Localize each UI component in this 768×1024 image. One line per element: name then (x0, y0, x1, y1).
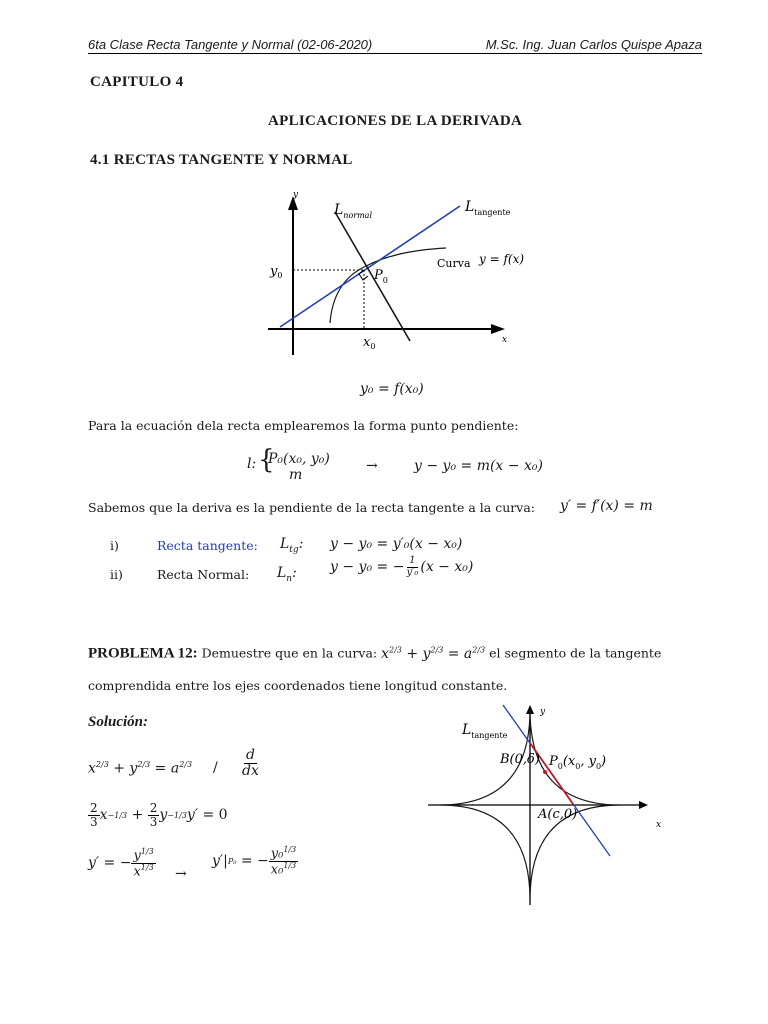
point-p0 (543, 770, 547, 774)
eq-line-point: P₀(x₀, y₀) (268, 451, 330, 467)
y-axis-label: y (540, 707, 546, 717)
astroid-figure (420, 700, 680, 910)
section-heading: 4.1 RECTAS TANGENTE Y NORMAL (90, 152, 353, 168)
derivation-slash: / (213, 760, 218, 776)
derivation-eq3: y′ = − $\frac{y^{1/3}}{x^{1/3}}$ (88, 847, 154, 880)
problem-text-3: comprendida entre los ejes coordenados tiene longitud constante. (88, 678, 508, 693)
eq-line-rhs: y − y₀ = m(x − x₀) (414, 458, 543, 474)
y0-label: $y_0$ (270, 264, 283, 280)
paragraph-point-slope: Para la ecuación dela recta emplearemos la forma punto pendiente: (88, 418, 519, 433)
item-number-i: i) (110, 538, 119, 553)
header-rule (88, 53, 702, 54)
item-eq-normal: y − y₀ = − $\frac{1}{\text{y′₀}}$ (x − x₀) (330, 555, 474, 578)
x0-label: $x_0$ (363, 335, 376, 351)
item-number-ii: ii) (110, 567, 123, 582)
item-name-normal: $L_n$: (277, 565, 297, 584)
eq-y0: y₀ = f(x₀) (360, 381, 424, 397)
chapter-heading: CAPITULO 4 (90, 74, 184, 90)
problem-12 (88, 645, 703, 663)
point-p-label: $P_0(x_0$, $y_0$) (549, 754, 607, 771)
tangent-line (280, 206, 460, 327)
item-name-tangent: $L_{tg}$: (280, 536, 304, 555)
problem-text-2: el segmento de la tangente (489, 645, 662, 661)
eq-derivative: y′ = f′(x) = m (560, 498, 653, 514)
derivation-eq2: $\frac{2}{3}$ x −1/3 + $\frac{2}{3}$ y −1/3 y′ = 0 (90, 801, 228, 829)
item-label-tangent: Recta tangente: (157, 538, 258, 553)
x-axis-label: x (502, 335, 508, 345)
x-axis-arrow (639, 801, 648, 809)
curve (330, 248, 446, 323)
eq-line-lhs: l: (247, 456, 257, 472)
item-eq-tangent: y − y₀ = y′₀(x − x₀) (330, 536, 463, 552)
header-title: 6ta Clase Recta Tangente y Normal (02-06-2020) (88, 37, 373, 52)
derivation-eq1: $x^{2/3} + y^{2/3} = a^{2/3}$ (88, 760, 193, 777)
paragraph-derivative: Sabemos que la deriva es la pendiente de la recta tangente a la curva: (88, 500, 535, 515)
x-axis-arrow (491, 324, 505, 334)
derivation-eq4: y′| P₀ = − $\frac{y_0^{1/3}}{x_0^{1/3}}$ (212, 845, 297, 878)
page-title: APLICACIONES DE LA DERIVADA (268, 113, 523, 129)
y-axis-label: y (293, 190, 299, 200)
normal-label: $L_{normal}$ (334, 202, 373, 220)
x-axis-label: x (656, 820, 662, 830)
point-a-label: A(c,0) (538, 807, 578, 822)
item-label-normal: Recta Normal: (157, 567, 250, 582)
curve-equation: y = f(x) (479, 252, 525, 266)
problem-curve-eq: $x^{2/3} + y^{2/3} = a^{2/3}$ (381, 645, 486, 662)
normal-line (335, 212, 410, 341)
brace: { (258, 445, 275, 475)
p0-label: $P_0$ (374, 268, 388, 285)
eq-line-arrow: → (366, 458, 378, 474)
problem-label: PROBLEMA 12: (88, 645, 198, 662)
header-author: M.Sc. Ing. Juan Carlos Quispe Apaza (485, 37, 702, 52)
tangent-label: $L_{tangente}$ (462, 722, 508, 740)
problem-text-1: Demuestre que en la curva: (201, 645, 378, 661)
tangent-label: $L_{tangente}$ (465, 199, 511, 217)
eq-line-slope: m (289, 467, 303, 483)
derivation-arrow: → (175, 866, 187, 882)
tangent-normal-figure (260, 188, 560, 363)
solution-label: Solución: (88, 714, 149, 730)
derivation-ddx: $\frac{d}{dx}$ (242, 747, 259, 779)
point-b-label: B(0,δ) (500, 752, 540, 767)
curve-label: Curva (437, 257, 471, 270)
